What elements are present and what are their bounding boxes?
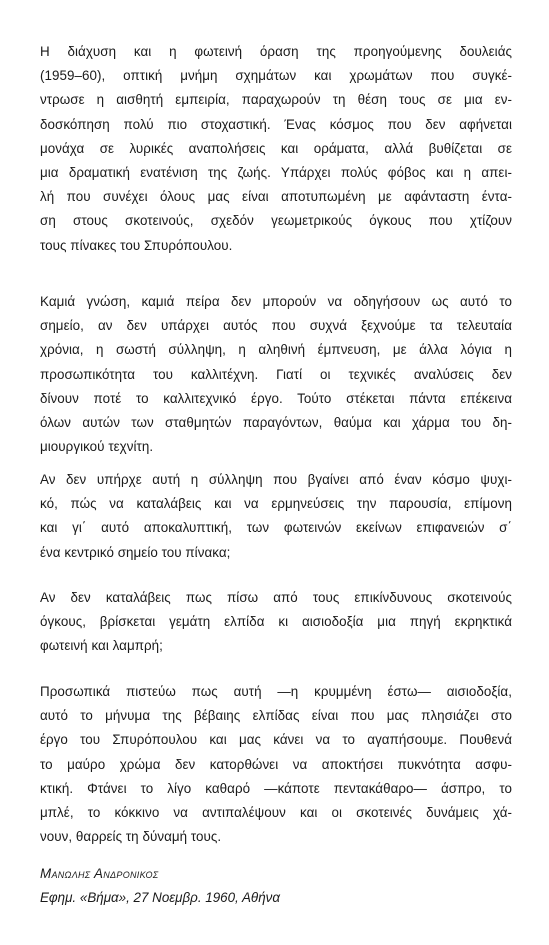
source-citation: Εφημ. «Βήμα», 27 Νοεμβρ. 1960, Αθήνα [40, 890, 280, 906]
paragraph-line: (1959–60), οπτική μνήμη σχημάτων και χρωμάτων που συγκέ- [40, 68, 512, 84]
paragraph-line: έργο του Σπυρόπουλου και μας κάνει να το αγαπήσουμε. Πουθενά [40, 732, 512, 748]
paragraph-line: Καμιά γνώση, καμιά πείρα δεν μπορούν να οδηγήσουν ως αυτό το [40, 294, 512, 309]
signature-block [40, 862, 280, 910]
paragraph-1 [40, 40, 512, 258]
paragraph-line: ένα κεντρικό σημείο του πίνακα; [40, 544, 231, 560]
paragraph-line: ση στους σκοτεινούς, σχεδόν γεωμετρικούς όγκους που χτίζουν [40, 213, 512, 229]
paragraph-line: μιουργικού τεχνίτη. [40, 439, 154, 455]
paragraph-line: και γι΄ αυτό αποκαλυπτική, των φωτεινών εκείνων επιφανειών σ΄ [40, 520, 512, 536]
author-name: Μανωλης Ανδρονικος [40, 866, 159, 881]
paragraph-line: Προσωπικά πιστεύω πως αυτή —η κρυμμένη έστω— αισιοδοξία, [40, 684, 512, 699]
paragraph-line: όγκους, βρίσκεται γεμάτη ελπίδα κι αισιοδοξία μια πηγή εκρηκτικά [40, 614, 512, 630]
paragraph-line: κό, πώς να καταλάβεις και να ερμηνεύσεις την παρουσία, επίμονη [40, 496, 512, 512]
paragraph-line: όλων αυτών των σταθμητών παραγόντων, θαύμα και χάρμα του δη- [40, 415, 512, 431]
paragraph-line: σημείο, αν δεν υπάρχει αυτός που συχνά ξεχνούμε τα τελευταία [40, 318, 512, 334]
paragraph-line: μπλέ, το κόκκινο να αντιπαλέψουν και οι σκοτεινές δυνάμεις χά- [40, 805, 512, 821]
paragraph-line: δοσκόπηση πολύ πιο στοχαστική. Ένας κόσμος που δεν αφήνεται [40, 116, 512, 132]
paragraph-line: κτική. Φτάνει το λίγο καθαρό —κάποτε πεντακάθαρο— άσπρο, το [40, 780, 512, 796]
paragraph-line: αυτό το μήνυμα της βέβαιης ελπίδας είναι που μας πλησιάζει στο [40, 708, 512, 724]
paragraph-line: φωτεινή και λαμπρή; [40, 638, 163, 654]
paragraph-4 [40, 586, 512, 659]
paragraph-line: λή που συνέχει όλους μας είναι αποτυπωμένη με αφάνταστη έντα- [40, 189, 512, 205]
paragraph-line: Αν δεν καταλάβεις πως πίσω από τους επικίνδυνους σκοτεινούς [40, 590, 512, 605]
paragraph-line: χρόνια, η σωστή σύλληψη, η αληθινή έμπνευση, με άλλα λόγια η [40, 342, 512, 358]
paragraph-3 [40, 468, 512, 565]
paragraph-line: προσωπικότητα του καλλιτέχνη. Γιατί οι τεχνικές αναλύσεις δεν [40, 366, 512, 382]
paragraph-line: το μαύρο χρώμα δεν κατορθώνει να αποκτήσει πυκνότητα ασφυ- [40, 756, 512, 772]
paragraph-line: ντρωσε η αισθητή εμπειρία, παραχωρούν τη θέση τους σε μια εν- [40, 92, 512, 108]
paragraph-line: τους πίνακες του Σπυρόπουλου. [40, 237, 233, 253]
paragraph-line: Η διάχυση και η φωτεινή όραση της προηγούμενης δουλειάς [40, 44, 512, 59]
paragraph-line: δίνουν ποτέ το καλλιτεχνικό έργο. Τούτο στέκεται πάντα επέκεινα [40, 390, 512, 406]
paragraph-2 [40, 290, 512, 459]
paragraph-5 [40, 680, 512, 849]
paragraph-line: Αν δεν υπήρχε αυτή η σύλληψη που βγαίνει από έναν κόσμο ψυχι- [40, 472, 512, 487]
paragraph-line: μια δραματική ενατένιση της ζωής. Υπάρχει πολύς φόβος και η απει- [40, 165, 512, 181]
paragraph-line: νουν, θαρρείς τη δύναμή τους. [40, 829, 222, 845]
paragraph-line: μονάχα σε λυρικές αναπολήσεις και οράματα, αλλά βυθίζεται σε [40, 140, 512, 156]
